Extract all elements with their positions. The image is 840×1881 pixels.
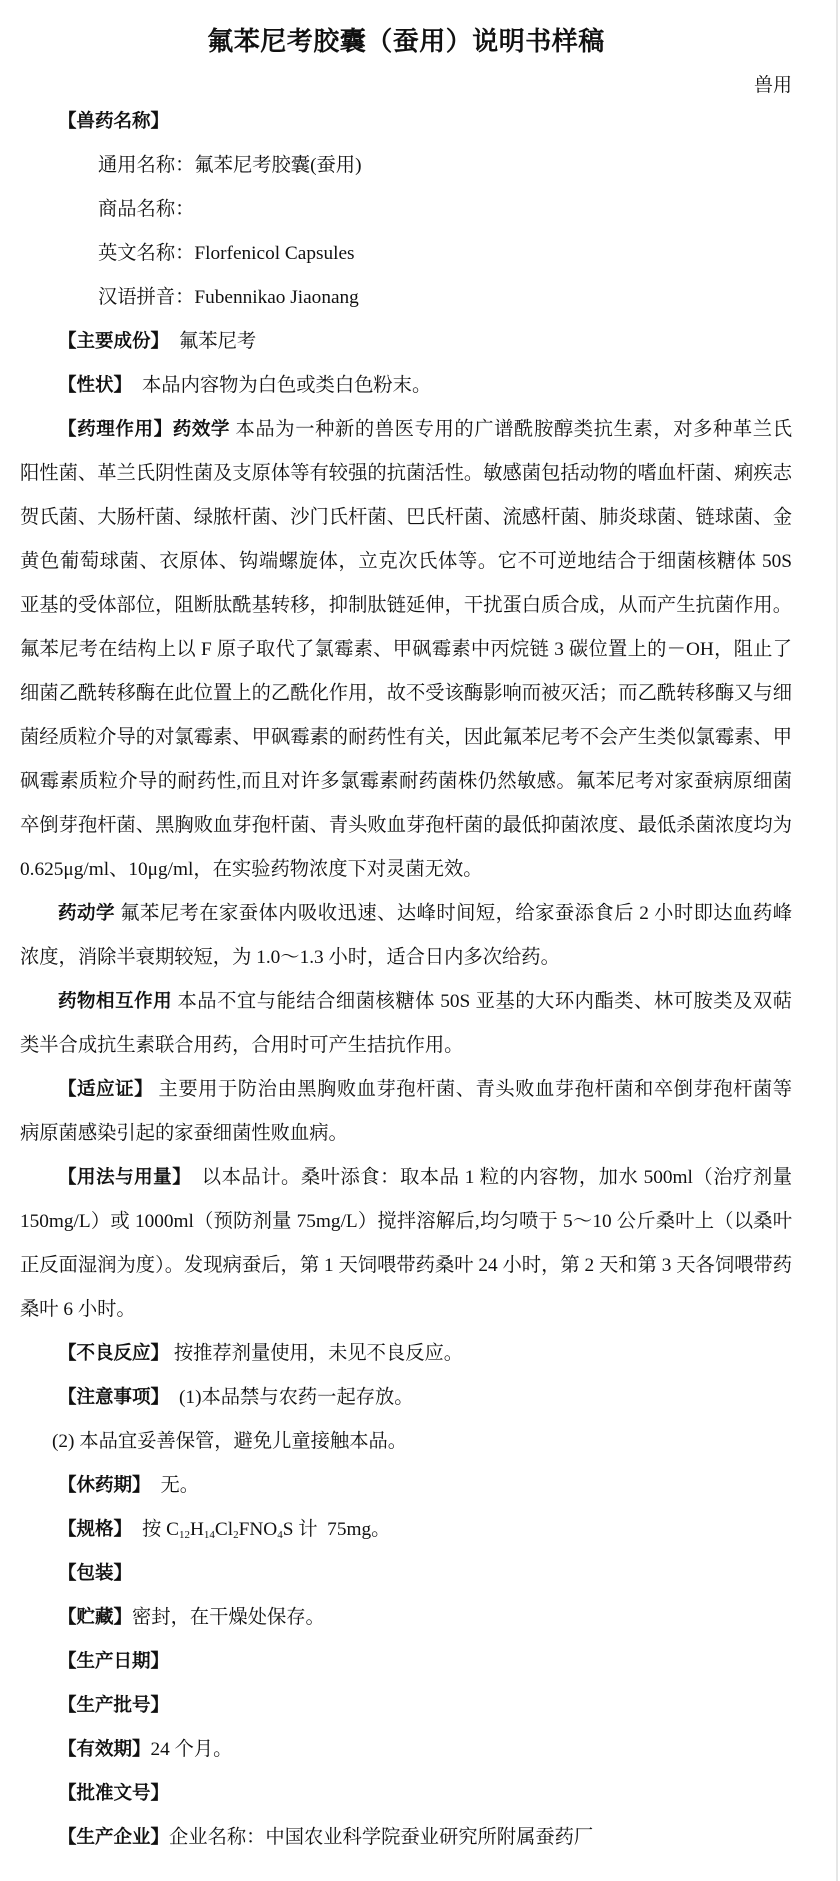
text-line: 正反面湿润为度）。发现病蚕后，第 1 天饲喂带药桑叶 24 小时，第 2 天和第 3 天各饲喂带药 xyxy=(20,1255,792,1276)
text-line: 类半合成抗生素联合用药，合用时可产生拮抗作用。 xyxy=(20,1035,464,1056)
section-text: (1)本品禁与农药一起存放。 xyxy=(179,1387,414,1408)
formula-subscript: 4 xyxy=(277,1529,283,1541)
section-label: 【规格】 xyxy=(58,1519,133,1540)
section-indications xyxy=(20,1068,792,1112)
section-label: 【休药期】 xyxy=(58,1475,151,1496)
text-line: 菌经质粒介导的对氯霉素、甲砜霉素的耐药性有关，因此氟苯尼考不会产生类似氯霉素、甲 xyxy=(20,727,792,748)
document-body xyxy=(20,100,792,1860)
sub-label: 药效学 xyxy=(172,419,231,440)
formula-part: S 计 75mg。 xyxy=(282,1519,391,1540)
section-label: 【生产日期】 xyxy=(58,1651,170,1672)
text-line: 氟苯尼考在结构上以 F 原子取代了氯霉素、甲砜霉素中丙烷链 3 碳位置上的－OH，阻止了 xyxy=(20,639,792,660)
section-text: 密封，在干燥处保存。 xyxy=(132,1607,325,1628)
formula-part: Cl xyxy=(214,1519,234,1540)
text-line: 0.625μg/ml、10μg/ml，在实验药物浓度下对灵菌无效。 xyxy=(20,859,483,880)
text-line: 桑叶 6 小时。 xyxy=(20,1299,136,1320)
section-text: 24 个月。 xyxy=(150,1739,233,1760)
formula-part: FNO xyxy=(238,1519,278,1540)
section-withdrawal xyxy=(20,1464,792,1508)
sub-label: 药物相互作用 xyxy=(58,991,173,1012)
text-line: 浓度，消除半衰期较短，为 1.0～1.3 小时，适合日内多次给药。 xyxy=(20,947,560,968)
section-label: 【用法与用量】 xyxy=(58,1167,192,1188)
formula-subscript: 14 xyxy=(203,1529,215,1541)
section-label: 【批准文号】 xyxy=(58,1783,170,1804)
generic-name: 通用名称：氟苯尼考胶囊(蚕用) xyxy=(98,155,362,176)
section-label: 【有效期】 xyxy=(58,1739,151,1760)
section-approval-number xyxy=(20,1772,792,1816)
section-text: 本品为一种新的兽医专用的广谱酰胺醇类抗生素，对多种革兰氏 xyxy=(235,419,792,440)
section-text: 以本品计。桑叶添食：取本品 1 粒的内容物，加水 500ml（治疗剂量 xyxy=(201,1167,792,1188)
section-label: 【药理作用】 xyxy=(58,419,173,440)
text-line: 黄色葡萄球菌、衣原体、钩端螺旋体，立克次氏体等。它不可逆地结合于细菌核糖体 50S xyxy=(20,551,792,572)
section-label: 【主要成份】 xyxy=(58,331,170,352)
text-line: 阳性菌、革兰氏阴性菌及支原体等有较强的抗菌活性。敏感菌包括动物的嗜血杆菌、痢疾志 xyxy=(20,463,792,484)
drug-interactions xyxy=(20,980,792,1024)
formula xyxy=(142,1519,390,1540)
section-label: 【注意事项】 xyxy=(58,1387,170,1408)
section-adverse xyxy=(20,1332,792,1376)
formula-subscript: 2 xyxy=(233,1529,239,1541)
section-packaging xyxy=(20,1552,792,1596)
section-pharmacology xyxy=(20,408,792,452)
section-specification xyxy=(20,1508,792,1552)
section-appearance xyxy=(20,364,792,408)
trade-name: 商品名称： xyxy=(98,199,195,220)
section-label: 【贮藏】 xyxy=(58,1607,133,1628)
section-text: 按推荐剂量使用，未见不良反应。 xyxy=(173,1343,464,1364)
text-line: 亚基的受体部位，阻断肽酰基转移，抑制肽链延伸，干扰蛋白质合成，从而产生抗菌作用。 xyxy=(20,595,792,616)
section-precautions xyxy=(20,1376,792,1420)
usage-tag: 兽用 xyxy=(753,75,792,96)
section-manufacturer xyxy=(20,1816,792,1860)
section-text: 无。 xyxy=(160,1475,200,1496)
section-batch-number xyxy=(20,1684,792,1728)
section-text: 氟苯尼考 xyxy=(179,331,257,352)
formula-part: 按 C xyxy=(142,1519,179,1540)
text-line: 细菌乙酰转移酶在此位置上的乙酰化作用，故不受该酶影响而被灭活；而乙酰转移酶又与细 xyxy=(20,683,792,704)
section-ingredient xyxy=(20,320,792,364)
text-line: 贺氏菌、大肠杆菌、绿脓杆菌、沙门氏杆菌、巴氏杆菌、流感杆菌、肺炎球菌、链球菌、金 xyxy=(20,507,792,528)
sub-label: 药动学 xyxy=(58,903,115,924)
section-text: 主要用于防治由黑胸败血芽孢杆菌、青头败血芽孢杆菌和卒倒芽孢杆菌等 xyxy=(158,1079,792,1100)
section-name xyxy=(20,100,792,144)
text-line: 150mg/L）或 1000ml（预防剂量 75mg/L）搅拌溶解后,均匀喷于 5～10 公斤桑叶上（以桑叶 xyxy=(20,1211,792,1232)
section-label: 【兽药名称】 xyxy=(58,111,170,132)
pharmacokinetics xyxy=(20,892,792,936)
formula-part: H xyxy=(189,1519,204,1540)
text-line: 砜霉素质粒介导的耐药性,而且对许多氯霉素耐药菌株仍然敏感。氟苯尼考对家蚕病原细菌 xyxy=(20,771,792,792)
section-text: 本品不宜与能结合细菌核糖体 50S 亚基的大环内酯类、林可胺类及双萜 xyxy=(177,991,792,1012)
document-title: 氟苯尼考胶囊（蚕用）说明书样稿 xyxy=(207,27,605,57)
section-text: 企业名称：中国农业科学院蚕业研究所附属蚕药厂 xyxy=(169,1827,594,1848)
section-dosage xyxy=(20,1156,792,1200)
section-production-date xyxy=(20,1640,792,1684)
section-label: 【适应证】 xyxy=(58,1079,154,1100)
english-name: 英文名称：Florfenicol Capsules xyxy=(98,243,355,264)
section-label: 【生产企业】 xyxy=(58,1827,170,1848)
precaution-2: (2) 本品宜妥善保管，避免儿童接触本品。 xyxy=(52,1431,408,1452)
section-text: 本品内容物为白色或类白色粉末。 xyxy=(142,375,432,396)
section-label: 【生产批号】 xyxy=(58,1695,170,1716)
formula-subscript: 12 xyxy=(178,1529,190,1541)
page-edge xyxy=(836,0,838,1881)
section-text: 氟苯尼考在家蚕体内吸收迅速、达峰时间短，给家蚕添食后 2 小时即达血药峰 xyxy=(120,903,792,924)
pinyin-name: 汉语拼音：Fubennikao Jiaonang xyxy=(98,287,359,308)
section-storage xyxy=(20,1596,792,1640)
section-label: 【包装】 xyxy=(58,1563,133,1584)
section-label: 【不良反应】 xyxy=(58,1343,170,1364)
text-line: 卒倒芽孢杆菌、黑胸败血芽孢杆菌、青头败血芽孢杆菌的最低抑菌浓度、最低杀菌浓度均为 xyxy=(20,815,792,836)
section-label: 【性状】 xyxy=(58,375,133,396)
text-line: 病原菌感染引起的家蚕细菌性败血病。 xyxy=(20,1123,348,1144)
section-validity xyxy=(20,1728,792,1772)
